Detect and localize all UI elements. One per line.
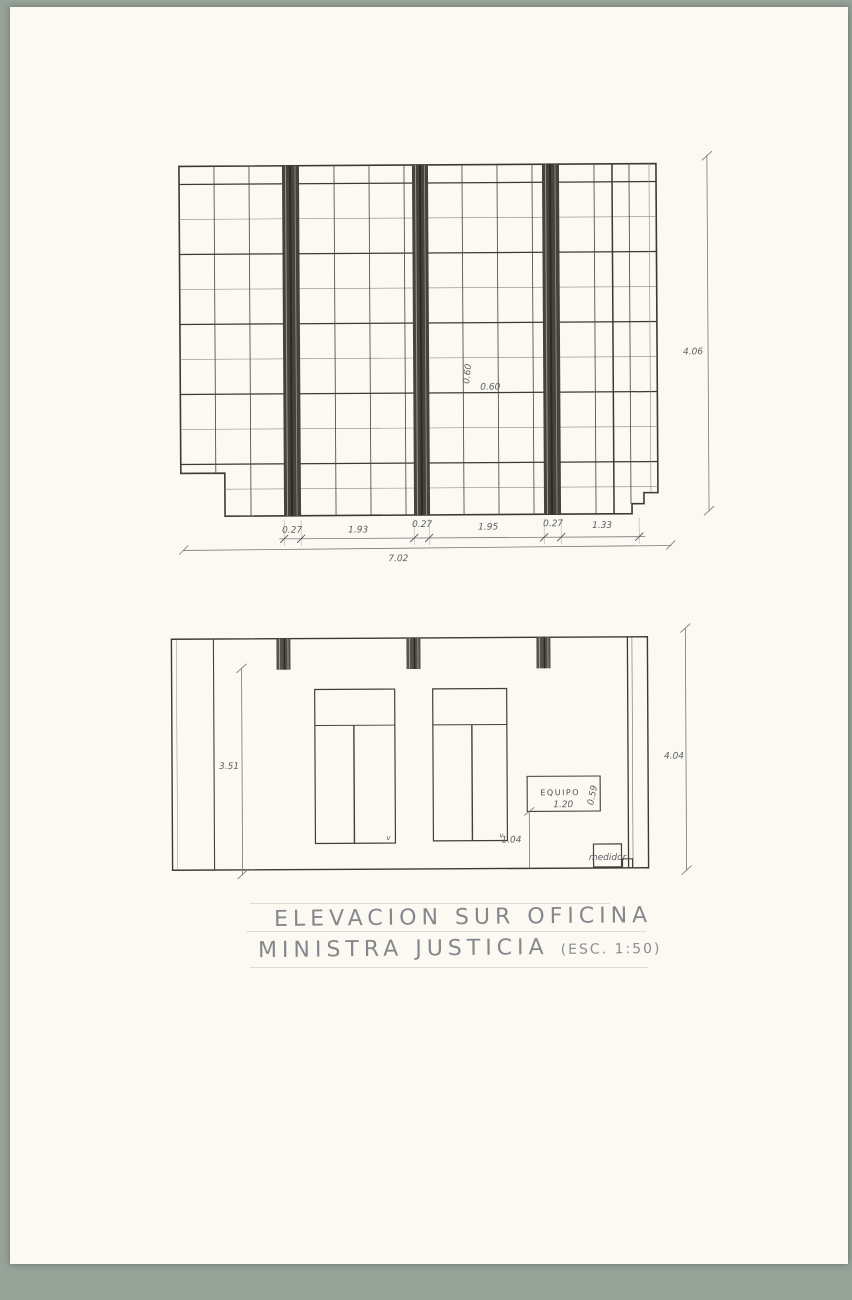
mullion-band-3: [542, 164, 561, 514]
right-column: [627, 637, 633, 868]
dim-overall-width: [179, 540, 675, 565]
dim-seg-2: 1.93: [348, 525, 369, 536]
interior-elevation: [171, 637, 648, 870]
dim-seg-6: 1.33: [592, 520, 613, 531]
equipment-box: [527, 776, 600, 811]
dim-seg-3: 0.27: [412, 519, 433, 531]
ceiling-mullion-stub-2: [406, 638, 420, 669]
drawing-title-line2: MINISTRA JUSTICIA: [257, 935, 549, 964]
dim-overall-width-label: 7.02: [388, 554, 409, 565]
door-unit-1: [315, 689, 396, 843]
room-outline: [171, 637, 648, 870]
ceiling-mullion-stub-1: [276, 639, 290, 670]
top-grid-elevation: [179, 164, 658, 517]
dim-overall-height: [663, 624, 691, 875]
dim-top-height-label: 4.06: [683, 347, 704, 358]
dim-interior-height-label: 3.51: [219, 761, 240, 772]
equipment-width-label: 1.20: [553, 800, 574, 811]
dim-seg-1: 0.27: [282, 525, 303, 536]
drawing-title-line1: ELEVACION SUR OFICINA: [273, 903, 653, 932]
dim-seg-4: 1.95: [478, 522, 499, 533]
door-2-mark: v: [499, 831, 504, 840]
equipment-label: EQUIPO: [540, 788, 581, 798]
equipment-height-label: 0.59: [586, 784, 601, 807]
tile-width-label: 0.60: [480, 382, 501, 393]
mullion-band-2: [412, 165, 430, 515]
meter-box: [589, 844, 628, 867]
dim-top-height: [682, 151, 714, 515]
dim-equipment-offset-label: 1.04: [501, 835, 522, 846]
door-1-mark: v: [386, 834, 391, 843]
dim-equipment-offset: [501, 807, 534, 868]
dim-overall-height-label: 4.04: [663, 751, 685, 762]
meter-label: medidor: [588, 852, 627, 864]
dim-segment-chain: [279, 518, 645, 546]
drawing-scale-note: (ESC. 1:50): [560, 940, 662, 958]
left-wall-inner-line: [176, 639, 177, 870]
mullion-band-1: [282, 166, 301, 516]
ceiling-mullion-stub-3: [536, 637, 550, 668]
dim-seg-5: 0.27: [543, 519, 564, 530]
dim-interior-height: [218, 664, 247, 879]
tile-height-label: 0.60: [462, 363, 475, 385]
door-unit-2: [433, 688, 508, 840]
left-wall-line: [213, 639, 214, 870]
